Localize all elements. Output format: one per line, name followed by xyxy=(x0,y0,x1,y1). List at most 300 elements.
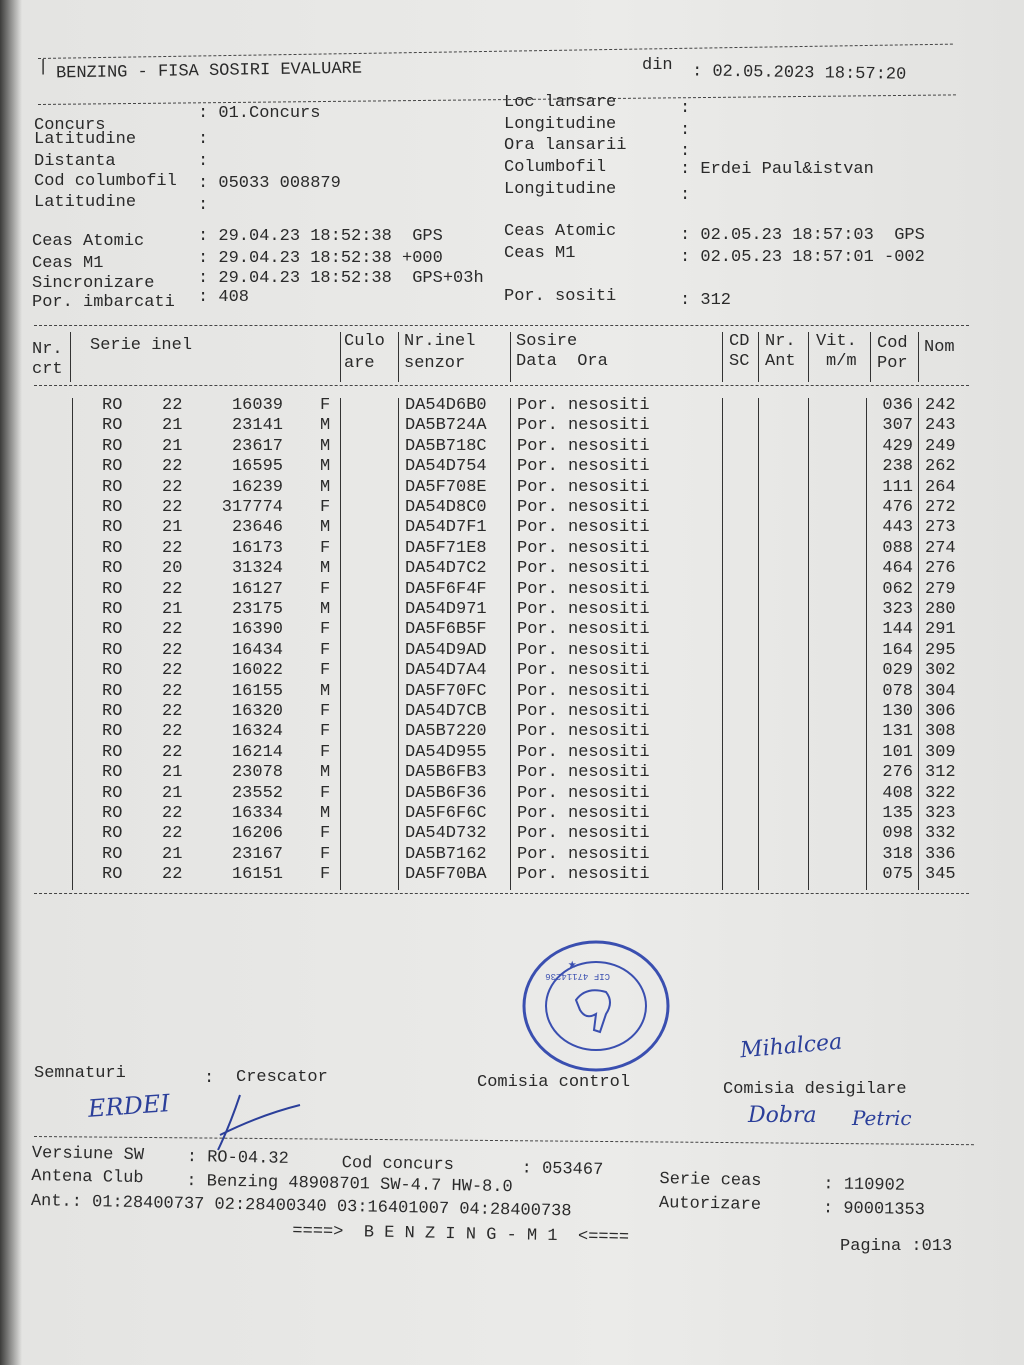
table-cell: 20 xyxy=(162,559,183,579)
table-cell: 036 xyxy=(882,396,913,415)
info-label: Latitudine xyxy=(34,193,137,212)
table-cell: 323 xyxy=(882,600,913,619)
table-cell: M xyxy=(320,559,331,579)
table-cell: 280 xyxy=(925,600,956,619)
table-cell: F xyxy=(320,824,331,844)
table-cell: DA5B7220 xyxy=(405,722,487,742)
table-cell: DA54D7CB xyxy=(405,702,487,721)
clock-label: Ceas M1 xyxy=(32,254,104,273)
table-cell: RO xyxy=(102,763,123,783)
table-cell: 078 xyxy=(882,681,913,701)
table-cell: 22 xyxy=(162,681,183,701)
table-row xyxy=(0,498,1000,518)
table-cell: Por. nesositi xyxy=(517,681,650,701)
table-cell: Por. nesositi xyxy=(517,416,650,436)
info-label: Distanta xyxy=(34,152,116,171)
table-row xyxy=(0,437,1000,457)
column-separator xyxy=(808,332,809,382)
column-header-sos2: Data Ora xyxy=(516,352,608,371)
table-cell: 249 xyxy=(925,436,956,456)
table-cell: F xyxy=(320,865,331,885)
table-cell: RO xyxy=(102,681,123,701)
table-cell: 16434 xyxy=(231,640,283,660)
table-row xyxy=(0,865,1000,885)
table-row xyxy=(0,682,1000,702)
table-cell: M xyxy=(320,681,331,701)
table-cell: 16173 xyxy=(231,538,283,558)
table-cell: 22 xyxy=(162,661,183,681)
table-cell: Por. nesositi xyxy=(517,844,650,864)
autorizare-value: : 90001353 xyxy=(822,1199,926,1221)
table-cell: F xyxy=(320,702,331,721)
comisia-control-label: Comisia control xyxy=(477,1073,631,1092)
table-cell: 312 xyxy=(925,763,956,783)
table-cell: 23078 xyxy=(231,763,283,783)
divider xyxy=(38,44,953,59)
info-value: : xyxy=(680,99,691,118)
column-separator xyxy=(758,398,759,890)
signature-desigilare-2: Dobra xyxy=(748,1103,817,1128)
table-cell: Por. nesositi xyxy=(517,722,650,742)
table-cell: DA54D7A4 xyxy=(405,661,487,681)
table-cell: RO xyxy=(102,661,123,681)
column-separator xyxy=(72,398,73,890)
column-separator xyxy=(722,332,723,382)
column-separator xyxy=(722,398,723,890)
table-cell: 332 xyxy=(925,824,956,844)
table-cell: RO xyxy=(102,620,123,640)
table-cell: 21 xyxy=(162,518,183,538)
table-cell: RO xyxy=(102,436,123,456)
table-cell: M xyxy=(320,477,331,497)
table-cell: 429 xyxy=(882,436,913,456)
table-cell: 16151 xyxy=(231,865,283,885)
clock-label: Ceas Atomic xyxy=(32,232,145,251)
table-cell: 21 xyxy=(162,844,183,864)
column-separator xyxy=(918,398,919,890)
cod-concurs-label: Cod concurs xyxy=(341,1153,455,1176)
report-title: BENZING - FISA SOSIRI EVALUARE xyxy=(55,59,363,84)
table-cell: DA5B6F36 xyxy=(405,783,487,803)
column-header-nra2: Ant xyxy=(765,352,796,371)
table-cell: 276 xyxy=(925,559,956,579)
table-cell: 16039 xyxy=(231,396,283,415)
table-cell: RO xyxy=(102,416,123,436)
table-cell: 16334 xyxy=(231,804,283,823)
table-cell: DA54D971 xyxy=(405,600,487,619)
column-header-nri1: Nr.inel xyxy=(404,332,476,351)
table-row xyxy=(0,539,1000,559)
table-cell: DA5F708E xyxy=(405,477,487,497)
serie-ceas-value: : 110902 xyxy=(823,1175,906,1196)
table-cell: 336 xyxy=(925,844,956,864)
table-cell: DA5F70FC xyxy=(405,681,487,701)
column-header-vit2: m/m xyxy=(826,352,857,371)
table-cell: 23617 xyxy=(231,436,283,456)
table-cell: Por. nesositi xyxy=(517,477,650,497)
table-cell: 238 xyxy=(882,457,913,477)
table-cell: 31324 xyxy=(231,559,283,579)
divider xyxy=(34,1136,974,1145)
column-separator xyxy=(510,332,511,382)
table-cell: 135 xyxy=(882,804,913,823)
column-separator xyxy=(870,332,871,382)
border-bar: | xyxy=(38,58,49,77)
table-cell: 16214 xyxy=(231,742,283,762)
clock-label: Por. sositi xyxy=(504,287,617,306)
table-cell: Por. nesositi xyxy=(517,396,650,415)
colon: : xyxy=(204,1069,215,1088)
signatures-label: Semnaturi xyxy=(34,1064,126,1083)
clock-label: Por. imbarcati xyxy=(32,293,175,312)
info-value: : 01.Concurs xyxy=(198,104,321,123)
table-cell: 16390 xyxy=(231,620,283,640)
column-header-serie: Serie inel xyxy=(90,336,193,355)
report-date: : 02.05.2023 18:57:20 xyxy=(691,62,907,85)
table-row xyxy=(0,620,1000,640)
table-cell: Por. nesositi xyxy=(517,640,650,660)
info-label: Ora lansarii xyxy=(504,136,627,155)
table-cell: 22 xyxy=(162,640,183,660)
table-cell: Por. nesositi xyxy=(517,436,650,456)
column-separator xyxy=(340,332,341,382)
autorizare-label: Autorizare xyxy=(658,1194,762,1216)
table-row xyxy=(0,457,1000,477)
info-label: Longitudine xyxy=(504,180,617,199)
table-cell: 22 xyxy=(162,396,183,415)
table-cell: 029 xyxy=(882,661,913,681)
table-cell: DA5F6F6C xyxy=(405,804,487,823)
table-cell: 22 xyxy=(162,865,183,885)
table-cell: F xyxy=(320,396,331,415)
table-cell: Por. nesositi xyxy=(517,742,650,762)
column-header-nra1: Nr. xyxy=(765,332,796,351)
column-separator xyxy=(398,332,399,382)
table-cell: F xyxy=(320,661,331,681)
table-cell: Por. nesositi xyxy=(517,457,650,477)
table-cell: 22 xyxy=(162,742,183,762)
table-cell: RO xyxy=(102,742,123,762)
table-cell: 098 xyxy=(882,824,913,844)
table-cell: Por. nesositi xyxy=(517,865,650,885)
stamp-inner-text: CIF 47114236 xyxy=(545,971,610,981)
table-cell: RO xyxy=(102,559,123,579)
table-cell: DA54D6B0 xyxy=(405,396,487,415)
table-cell: RO xyxy=(102,498,123,517)
table-cell: 22 xyxy=(162,538,183,558)
table-row xyxy=(0,580,1000,600)
table-cell: 304 xyxy=(925,681,956,701)
table-cell: Por. nesositi xyxy=(517,661,650,681)
table-cell: F xyxy=(320,742,331,762)
stamp-star-icon: ★ xyxy=(568,957,577,973)
column-header-nri2: senzor xyxy=(404,354,466,373)
table-cell: 22 xyxy=(162,498,183,517)
table-cell: 291 xyxy=(925,620,956,640)
table-cell: Por. nesositi xyxy=(517,824,650,844)
column-separator xyxy=(758,332,759,382)
table-cell: RO xyxy=(102,600,123,619)
table-row xyxy=(0,763,1000,783)
table-cell: 22 xyxy=(162,579,183,599)
table-cell: 243 xyxy=(925,416,956,436)
column-header-cod2: Por xyxy=(877,354,908,373)
serie-ceas-label: Serie ceas xyxy=(659,1170,762,1192)
crescator-label: Crescator xyxy=(236,1068,328,1087)
table-cell: 111 xyxy=(882,477,913,497)
info-label: Loc lansare xyxy=(504,93,617,112)
table-cell: 22 xyxy=(162,824,183,844)
table-cell: RO xyxy=(102,783,123,803)
table-cell: 323 xyxy=(925,804,956,823)
table-cell: 16239 xyxy=(231,477,283,497)
table-cell: 272 xyxy=(925,498,956,517)
table-cell: 16127 xyxy=(231,579,283,599)
column-header-nr1: Nr. xyxy=(32,340,63,359)
clock-value: : 29.04.23 18:52:38 GPS xyxy=(198,227,443,246)
table-cell: 21 xyxy=(162,600,183,619)
divider xyxy=(34,325,969,326)
table-cell: F xyxy=(320,579,331,599)
table-cell: DA5F6F4F xyxy=(405,579,487,599)
column-header-vit1: Vit. xyxy=(816,332,857,351)
table-cell: RO xyxy=(102,477,123,497)
table-cell: DA54D9AD xyxy=(405,640,487,660)
table-cell: RO xyxy=(102,722,123,742)
column-separator xyxy=(398,398,399,890)
table-cell: 476 xyxy=(882,498,913,517)
table-row xyxy=(0,661,1000,681)
column-separator xyxy=(70,332,71,382)
column-separator xyxy=(918,332,919,382)
antena-label: Antena Club xyxy=(31,1166,144,1189)
table-cell: 21 xyxy=(162,416,183,436)
table-cell: Por. nesositi xyxy=(517,804,650,823)
divider xyxy=(38,94,956,105)
table-cell: Por. nesositi xyxy=(517,518,650,538)
table-cell: DA54D8C0 xyxy=(405,498,487,517)
table-cell: 308 xyxy=(925,722,956,742)
clock-label: Ceas M1 xyxy=(504,244,576,263)
info-value: : 05033 008879 xyxy=(198,174,341,193)
table-cell: 318 xyxy=(882,844,913,864)
table-cell: DA5F71E8 xyxy=(405,538,487,558)
table-cell: 276 xyxy=(882,763,913,783)
table-cell: M xyxy=(320,763,331,783)
table-cell: RO xyxy=(102,538,123,558)
column-header-cul2: are xyxy=(344,354,375,373)
table-cell: Por. nesositi xyxy=(517,783,650,803)
info-value: : xyxy=(198,196,209,215)
table-cell: DA5F6B5F xyxy=(405,620,487,640)
column-header-sos1: Sosire xyxy=(516,332,578,351)
table-row xyxy=(0,722,1000,742)
clock-value: : 02.05.23 18:57:01 -002 xyxy=(680,248,925,267)
table-cell: Por. nesositi xyxy=(517,763,650,783)
table-cell: DA54D7F1 xyxy=(405,518,487,538)
table-cell: Por. nesositi xyxy=(517,559,650,579)
divider xyxy=(34,385,969,386)
table-cell: 307 xyxy=(882,416,913,436)
clock-value: : 29.04.23 18:52:38 +000 xyxy=(198,249,443,268)
table-cell: DA5B718C xyxy=(405,436,487,456)
table-cell: RO xyxy=(102,640,123,660)
column-separator xyxy=(866,398,867,890)
signature-desigilare-1: Mihalcea xyxy=(739,1029,844,1064)
table-row xyxy=(0,559,1000,579)
table-cell: RO xyxy=(102,824,123,844)
table-cell: 131 xyxy=(882,722,913,742)
column-separator xyxy=(510,398,511,890)
table-row xyxy=(0,845,1000,865)
table-cell: 22 xyxy=(162,722,183,742)
table-cell: 443 xyxy=(882,518,913,538)
table-cell: 16155 xyxy=(231,681,283,701)
column-header-nr2: crt xyxy=(32,360,63,379)
table-cell: F xyxy=(320,783,331,803)
table-cell: RO xyxy=(102,702,123,721)
table-cell: 16320 xyxy=(231,702,283,721)
table-cell: 075 xyxy=(882,865,913,885)
info-label: Longitudine xyxy=(504,115,617,134)
info-label: Latitudine xyxy=(34,130,137,149)
table-cell: 23552 xyxy=(231,783,283,803)
table-cell: RO xyxy=(102,579,123,599)
table-cell: M xyxy=(320,518,331,538)
table-cell: Por. nesositi xyxy=(517,579,650,599)
versiune-label: Versiune SW xyxy=(31,1144,145,1166)
table-row xyxy=(0,702,1000,722)
table-cell: 144 xyxy=(882,620,913,640)
table-cell: Por. nesositi xyxy=(517,620,650,640)
table-cell: 302 xyxy=(925,661,956,681)
clock-value: : 312 xyxy=(680,291,732,310)
table-cell: 16595 xyxy=(231,457,283,477)
date-label: din xyxy=(642,56,673,75)
table-cell: 164 xyxy=(882,640,913,660)
info-value: : xyxy=(680,186,691,205)
table-cell: 464 xyxy=(882,559,913,579)
stamp-seal xyxy=(520,938,675,1073)
clock-label: Sincronizare xyxy=(32,274,155,293)
cod-concurs-value: : 053467 xyxy=(521,1159,604,1180)
table-cell: Por. nesositi xyxy=(517,538,650,558)
info-label: Columbofil xyxy=(504,158,607,177)
comisia-desigilare-label: Comisia desigilare xyxy=(723,1080,907,1099)
table-cell: F xyxy=(320,498,331,517)
info-label: Concurs xyxy=(34,116,106,135)
table-cell: 317774 xyxy=(221,498,283,517)
table-row xyxy=(0,743,1000,763)
clock-value: : 29.04.23 18:52:38 GPS+03h xyxy=(198,269,484,288)
column-separator xyxy=(808,398,809,890)
column-header-cd1: CD xyxy=(729,332,750,351)
table-cell: 273 xyxy=(925,518,956,538)
table-cell: F xyxy=(320,538,331,558)
table-cell: Por. nesositi xyxy=(517,498,650,517)
info-value: : xyxy=(198,152,209,171)
table-row xyxy=(0,824,1000,844)
table-cell: RO xyxy=(102,396,123,415)
column-separator xyxy=(340,398,341,890)
table-cell: F xyxy=(320,722,331,742)
table-cell: 21 xyxy=(162,783,183,803)
table-cell: DA54D754 xyxy=(405,457,487,477)
table-cell: Por. nesositi xyxy=(517,600,650,619)
table-cell: 22 xyxy=(162,457,183,477)
table-cell: RO xyxy=(102,457,123,477)
column-header-cd2: SC xyxy=(729,352,750,371)
table-cell: RO xyxy=(102,804,123,823)
page-number: Pagina :013 xyxy=(840,1237,953,1256)
table-cell: 16324 xyxy=(231,722,283,742)
table-cell: M xyxy=(320,457,331,477)
table-cell: 22 xyxy=(162,804,183,823)
table-cell: DA5B6FB3 xyxy=(405,763,487,783)
table-cell: 322 xyxy=(925,783,956,803)
table-row xyxy=(0,641,1000,661)
table-cell: 274 xyxy=(925,538,956,558)
table-cell: 295 xyxy=(925,640,956,660)
table-cell: 21 xyxy=(162,436,183,456)
info-value: : xyxy=(680,142,691,161)
table-cell: 062 xyxy=(882,579,913,599)
table-cell: RO xyxy=(102,518,123,538)
info-value: : xyxy=(680,121,691,140)
table-cell: 16206 xyxy=(231,824,283,844)
table-cell: 408 xyxy=(882,783,913,803)
table-cell: DA54D955 xyxy=(405,742,487,762)
table-cell: 309 xyxy=(925,742,956,762)
versiune-value: : RO-04.32 xyxy=(186,1147,289,1169)
table-row xyxy=(0,518,1000,538)
table-cell: M xyxy=(320,416,331,436)
table-cell: 22 xyxy=(162,477,183,497)
table-cell: 345 xyxy=(925,865,956,885)
table-row xyxy=(0,804,1000,824)
table-row xyxy=(0,416,1000,436)
table-cell: 23175 xyxy=(231,600,283,619)
table-cell: 264 xyxy=(925,477,956,497)
antena-value: : Benzing 48908701 SW-4.7 HW-8.0 xyxy=(186,1171,513,1198)
table-cell: 23141 xyxy=(231,416,283,436)
table-row xyxy=(0,396,1000,416)
table-cell: 088 xyxy=(882,538,913,558)
table-cell: 130 xyxy=(882,702,913,721)
divider xyxy=(34,893,969,894)
table-cell: 279 xyxy=(925,579,956,599)
table-cell: DA54D7C2 xyxy=(405,559,487,579)
table-cell: 262 xyxy=(925,457,956,477)
table-row xyxy=(0,784,1000,804)
table-cell: 242 xyxy=(925,396,956,415)
clock-label: Ceas Atomic xyxy=(504,222,617,241)
column-header-nom: Nom xyxy=(924,338,955,357)
signature-desigilare-3: Petric xyxy=(852,1106,912,1130)
table-cell: RO xyxy=(102,865,123,885)
column-header-cul1: Culo xyxy=(344,332,385,351)
table-cell: M xyxy=(320,436,331,456)
table-cell: M xyxy=(320,600,331,619)
banner: ====> B E N Z I N G - M 1 <==== xyxy=(292,1222,630,1248)
info-value: : Erdei Paul&istvan xyxy=(680,160,874,179)
table-cell: DA5B7162 xyxy=(405,844,487,864)
info-label: Cod columbofil xyxy=(34,172,177,191)
clock-value: : 408 xyxy=(198,288,250,307)
table-cell: 101 xyxy=(882,742,913,762)
clock-value: : 02.05.23 18:57:03 GPS xyxy=(680,226,925,245)
table-cell: 23646 xyxy=(231,518,283,538)
